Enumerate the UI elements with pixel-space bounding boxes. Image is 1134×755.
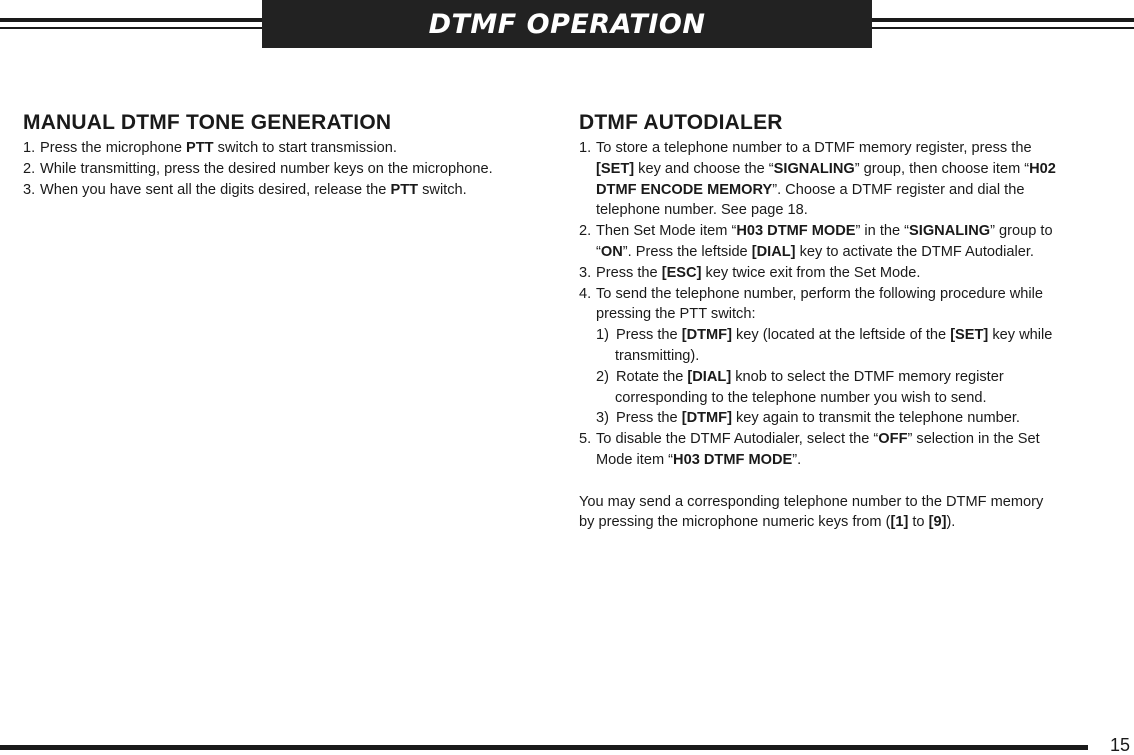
text: key and choose the “ xyxy=(634,160,774,177)
bold-text: PTT xyxy=(390,181,419,198)
text: To store a telephone number to a DTMF memory register, press the xyxy=(596,140,1032,156)
bold-text: [DTMF] xyxy=(681,327,732,344)
text: to xyxy=(908,514,929,531)
text: While transmitting, press the desired number keys on the microphone. xyxy=(40,160,493,177)
bold-text: [SET] xyxy=(950,327,989,344)
text: key twice exit from the Set Mode. xyxy=(701,264,921,281)
text: ”. xyxy=(792,451,802,468)
item-number: 3. xyxy=(579,264,592,281)
list-item xyxy=(579,284,1109,305)
list-item xyxy=(579,221,1109,242)
text: key again to transmit the telephone number. xyxy=(731,410,1020,427)
bold-text: [ESC] xyxy=(661,264,702,281)
bold-text: [DTMF] xyxy=(681,410,732,427)
text: Press the xyxy=(596,264,662,281)
text: transmitting). xyxy=(615,347,700,364)
bold-text: DTMF ENCODE MEMORY xyxy=(596,181,773,198)
list-item-continuation xyxy=(579,242,1109,263)
note-paragraph xyxy=(579,492,1109,513)
manual-dtmf-section xyxy=(23,110,553,200)
text: Press the xyxy=(616,410,682,427)
list-item-continuation xyxy=(579,304,1109,325)
text: telephone number. See page 18. xyxy=(596,202,808,219)
text: ” selection in the Set xyxy=(907,431,1040,448)
bold-text: [SET] xyxy=(596,160,635,177)
bold-text: OFF xyxy=(878,431,908,448)
sub-item-number: 3) xyxy=(596,410,609,427)
sub-item-number: 1) xyxy=(596,327,609,344)
bold-text: [DIAL] xyxy=(751,243,796,260)
list-item-continuation xyxy=(579,180,1109,201)
text: ” in the “ xyxy=(855,223,910,240)
sub-list-item xyxy=(579,408,1109,429)
section-heading: MANUAL DTMF TONE GENERATION xyxy=(23,111,392,134)
text: Press the microphone xyxy=(40,140,187,156)
text: by pressing the microphone numeric keys from ( xyxy=(579,514,891,531)
text: key to activate the DTMF Autodialer. xyxy=(795,243,1034,260)
note-paragraph xyxy=(579,512,1109,533)
bold-text: H03 DTMF MODE xyxy=(736,223,856,240)
text: To disable the DTMF Autodialer, select the “ xyxy=(596,431,879,448)
sub-list-item-continuation xyxy=(579,388,1109,409)
list-item xyxy=(579,263,1109,284)
list-item xyxy=(23,138,553,159)
text: knob to select the DTMF memory register xyxy=(731,368,1004,385)
section-heading: DTMF AUTODIALER xyxy=(579,111,783,134)
list-item-continuation xyxy=(579,159,1109,180)
bold-text: H03 DTMF MODE xyxy=(673,451,793,468)
text: ” group, then choose item “ xyxy=(854,160,1030,177)
sub-list-item xyxy=(579,367,1109,388)
autodialer-section xyxy=(579,110,1109,533)
item-number: 1. xyxy=(579,140,592,156)
text: Then Set Mode item “ xyxy=(596,223,737,240)
header-rule-right-bottom xyxy=(872,27,1134,29)
text: Press the xyxy=(616,327,682,344)
text: switch to start transmission. xyxy=(213,140,397,156)
bold-text: PTT xyxy=(186,140,214,156)
item-number: 5. xyxy=(579,431,592,448)
list-item xyxy=(579,429,1109,450)
text: Rotate the xyxy=(616,368,688,385)
bold-text: SIGNALING xyxy=(909,223,991,240)
sub-item-number: 2) xyxy=(596,368,609,385)
footer-rule xyxy=(0,745,1088,750)
list-item xyxy=(23,159,553,180)
bold-text: [1] xyxy=(890,514,909,531)
sub-list-item xyxy=(579,325,1109,346)
sub-list-item-continuation xyxy=(579,346,1109,367)
bold-text: [DIAL] xyxy=(687,368,732,385)
text: ” group to xyxy=(990,223,1053,240)
header-rule-left-top xyxy=(0,18,262,22)
text: To send the telephone number, perform the following procedure while xyxy=(596,285,1044,302)
bold-text: ON xyxy=(600,243,623,260)
header-rule-left-bottom xyxy=(0,27,262,29)
text: ). xyxy=(946,514,956,531)
list-item xyxy=(23,180,553,201)
text: key while xyxy=(988,327,1053,344)
text: You may send a corresponding telephone number to the DTMF memory xyxy=(579,493,1044,510)
text: pressing the PTT switch: xyxy=(596,306,756,323)
item-number: 4. xyxy=(579,285,592,302)
text: ”. Press the leftside xyxy=(622,243,752,260)
spacer xyxy=(579,471,1109,492)
page-number: 15 xyxy=(1110,735,1131,755)
text: key (located at the leftside of the xyxy=(731,327,951,344)
item-number: 1. xyxy=(23,140,36,156)
item-number: 2. xyxy=(579,223,592,240)
bold-text: H02 xyxy=(1029,160,1056,177)
header-rule-right-top xyxy=(872,18,1134,22)
list-item-continuation xyxy=(579,450,1109,471)
text: When you have sent all the digits desired, release the xyxy=(40,181,391,198)
text: corresponding to the telephone number you wish to send. xyxy=(615,389,987,406)
item-number: 3. xyxy=(23,181,36,198)
page-title: DTMF OPERATION xyxy=(262,0,872,48)
bold-text: [9] xyxy=(928,514,947,531)
list-item-continuation xyxy=(579,200,1109,221)
bold-text: SIGNALING xyxy=(773,160,855,177)
text: ”. Choose a DTMF register and dial the xyxy=(772,181,1025,198)
text: Mode item “ xyxy=(596,451,674,468)
list-item xyxy=(579,138,1109,159)
text: “ xyxy=(596,243,601,260)
text: switch. xyxy=(418,181,467,198)
item-number: 2. xyxy=(23,160,36,177)
